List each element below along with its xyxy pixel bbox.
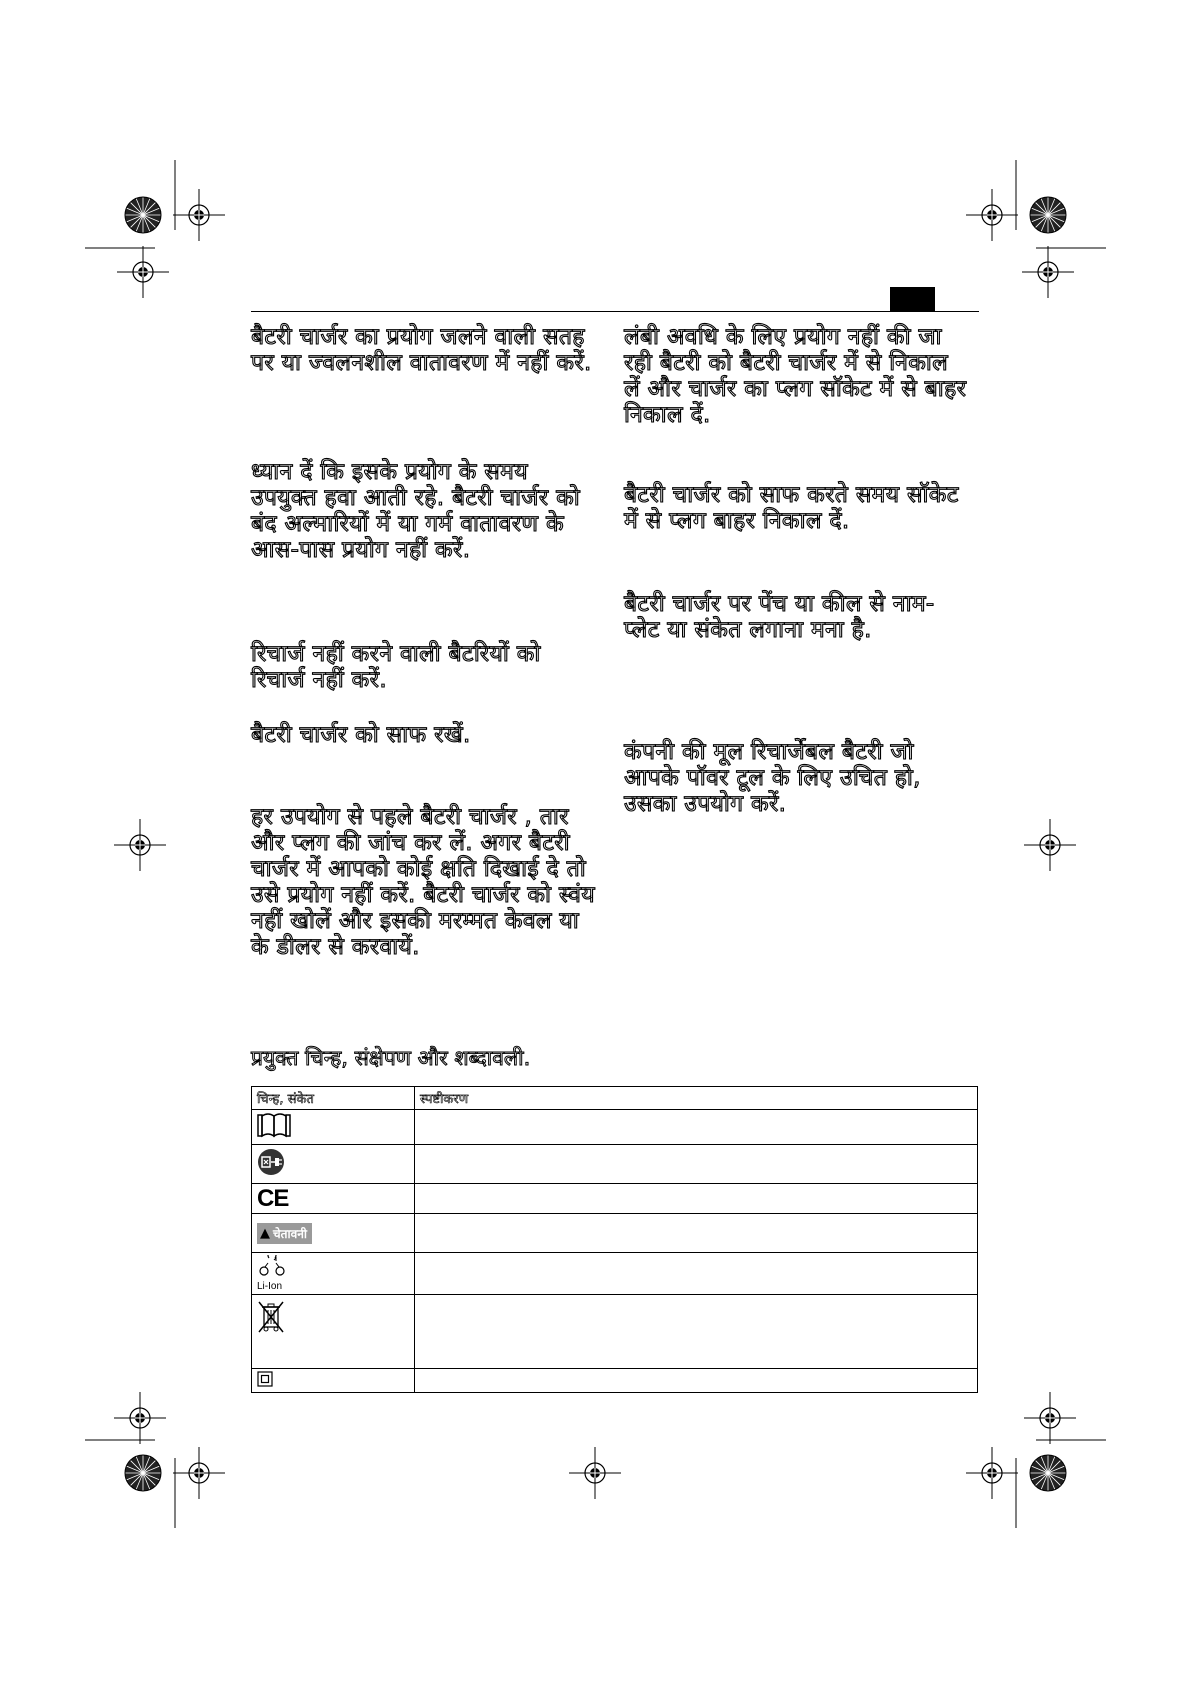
header-cell-symbol: चिन्ह, संकेत — [252, 1087, 415, 1110]
explanation-cell — [415, 1295, 978, 1369]
ce-mark-icon: CE — [257, 1184, 289, 1212]
table-row — [252, 1295, 978, 1369]
table-row — [252, 1110, 978, 1145]
right-paragraph-3: बैटरी चार्जर पर पेंच या कील से नाम-प्लेट या संकेत लगाना मना है. — [624, 591, 935, 643]
right-paragraph-1: लंबी अवधि के लिए प्रयोग नहीं की जा रही बैटरी को बैटरी चार्जर में से निकाल लें और चार्जर का प्लग सॉकेट में से बाहर निकाल दें. — [624, 324, 967, 428]
symbols-section-heading: प्रयुक्त चिन्ह, संक्षेपण और शब्दावली. — [251, 1046, 531, 1070]
double-insulation-icon — [257, 1371, 273, 1387]
table-row — [252, 1369, 978, 1393]
explanation-cell — [415, 1110, 978, 1145]
manual-book-icon — [257, 1112, 291, 1138]
explanation-cell — [415, 1145, 978, 1184]
left-paragraph-1: बैटरी चार्जर का प्रयोग जलने वाली सतह पर या ज्वलनशील वातावरण में नहीं करें. — [251, 324, 592, 376]
table-row — [252, 1145, 978, 1184]
left-paragraph-3: रिचार्ज नहीं करने वाली बैटरियों को रिचार्ज नहीं करें. — [251, 641, 541, 693]
warning-badge — [257, 1223, 312, 1244]
explanation-cell — [415, 1253, 978, 1295]
crossed-bin-icon — [257, 1299, 285, 1333]
warning-icon: ▲ — [260, 1225, 270, 1241]
table-header-row — [252, 1087, 978, 1110]
warning-label: चेतावनी — [273, 1226, 308, 1241]
explanation-cell — [415, 1369, 978, 1393]
right-paragraph-2: बैटरी चार्जर को साफ करते समय सॉकेट में से प्लग बाहर निकाल दें. — [624, 482, 959, 534]
left-paragraph-2: ध्यान दें कि इसके प्रयोग के समय उपयुक्त हवा आती रहे. बैटरी चार्जर को बंद अल्मारियों में या गर्म वातावरण के आस-पास प्रयोग नहीं करें. — [251, 459, 581, 563]
symbol-table — [251, 1086, 978, 1393]
header-rule — [251, 311, 979, 312]
table-row — [252, 1214, 978, 1253]
left-paragraph-5: हर उपयोग से पहले बैटरी चार्जर , तार और प्लग की जांच कर लें. अगर बैटरी चार्जर में आपको कोई क्षति दिखाई दे तो उसे प्रयोग नहीं करें. बैटरी चार्जर को स्वंय नहीं खोलें और इसकी मरम्मत केवल या के डीलर से करवायें. — [251, 804, 595, 960]
left-paragraph-4: बैटरी चार्जर को साफ रखें. — [251, 722, 471, 748]
unplug-icon — [257, 1148, 285, 1176]
header-cell-explanation: स्पष्टीकरण — [415, 1087, 978, 1110]
li-ion-recycle-icon — [257, 1255, 287, 1279]
right-paragraph-4: कंपनी की मूल रिचार्जेबल बैटरी जो आपके पॉवर टूल के लिए उचित हो, उसका उपयोग करें. — [624, 739, 921, 817]
table-row — [252, 1184, 978, 1214]
li-ion-label: Li-Ion — [257, 1281, 283, 1292]
explanation-cell — [415, 1184, 978, 1214]
table-row — [252, 1253, 978, 1295]
page-number-tab — [890, 287, 935, 311]
explanation-cell — [415, 1214, 978, 1253]
